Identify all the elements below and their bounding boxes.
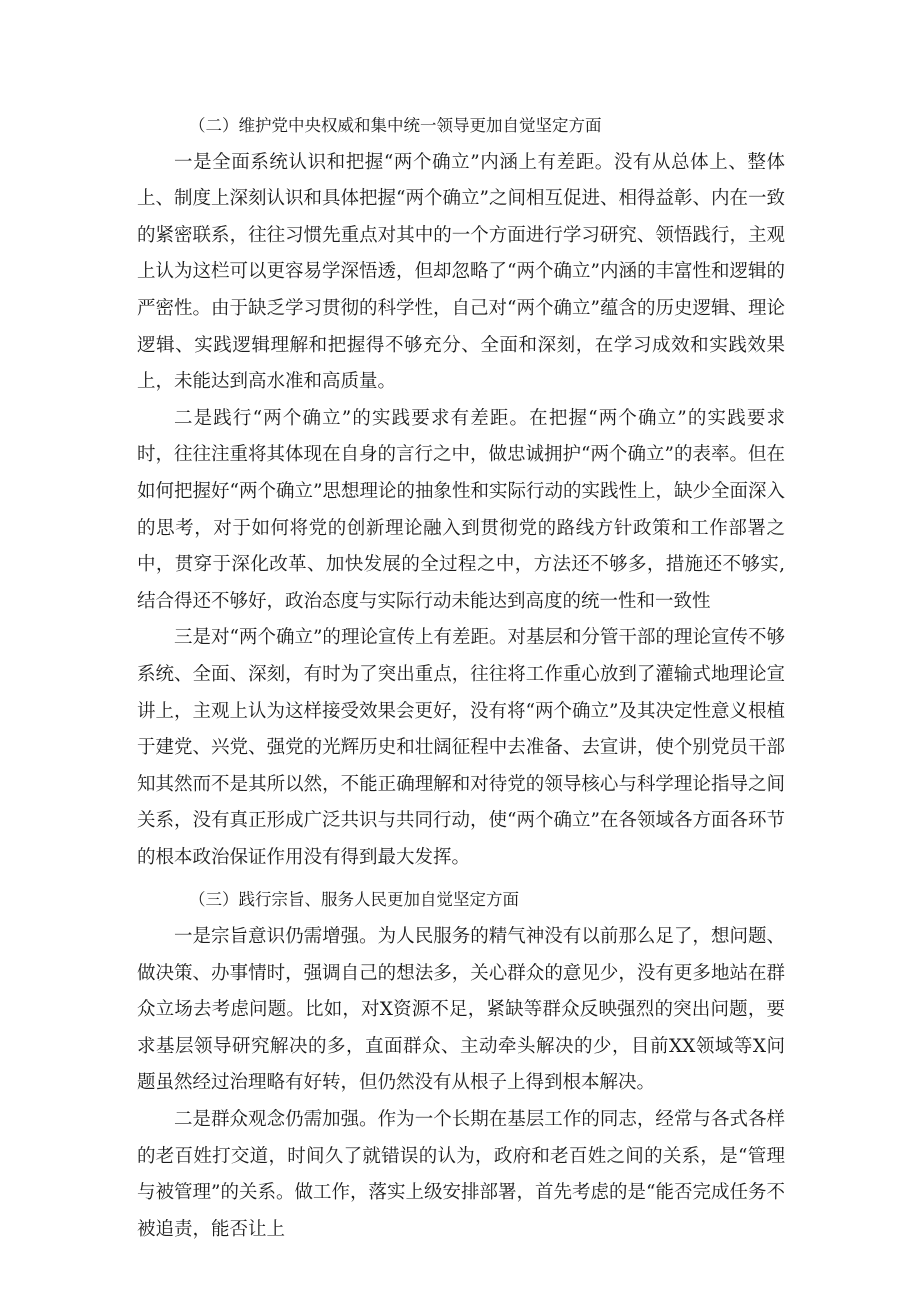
paragraph: 三是对“两个确立”的理论宣传上有差距。对基层和分管干部的理论宣传不够系统、全面、深刻，有时为了突出重点，往往将工作重心放到了灌输式地理论宣讲上，主观上认为这样接受效果会更好，没有将“两个确立”及其决定性意义根植于建党、兴党、强党的光辉历史和壮阔征程中去准备、去宣讲，使个别党员干部知其然而不是其所以然，不能正确理解和对待党的领导核心与科学理论指导之间关系，没有真正形成广泛共识与共同行动，使“两个确立”在各领域各方面各环节的根本政治保证作用没有得到最大发挥。: [137, 627, 785, 868]
section-heading-3: （三）践行宗旨、服务人民更加自觉坚定方面: [189, 890, 519, 910]
paragraph: 二是群众观念仍需加强。作为一个长期在基层工作的同志，经常与各式各样的老百姓打交道，时间久了就错误的认为，政府和老百姓之间的关系，是“管理与被管理”的关系。做工作，落实上级安排部署，首先考虑的是“能否完成任务不被追责，能否让上: [137, 1109, 785, 1240]
section-heading-2: （二）维护党中央权威和集中统一领导更加自觉坚定方面: [189, 116, 602, 135]
document-body: [137, 108, 785, 1248]
paragraph: 二是践行“两个确立”的实践要求有差距。在把握“两个确立”的实践要求时，往往注重将其体现在自身的言行之中，做忠诚拥护“两个确立”的表率。但在如何把握好“两个确立”思想理论的抽象性和实际行动的实践性上，缺少全面深入的思考，对于如何将党的创新理论融入到贯彻党的路线方针政策和工作部署之中，贯穿于深化改革、加快发展的全过程之中，方法还不够多，措施还不够实,结合得还不够好，政治态度与实际行动未能达到高度的统一性和一致性: [137, 407, 785, 612]
paragraph: 一是宗旨意识仍需增强。为人民服务的精气神没有以前那么足了，想问题、做决策、办事情时，强调自己的想法多，关心群众的意见少，没有更多地站在群众立场去考虑问题。比如，对X资源不足，紧缺等群众反映强烈的突出问题，要求基层领导研究解决的多，直面群众、主动牵头解决的少，目前XX领域等X问题虽然经过治理略有好转，但仍然没有从根子上得到根本解决。: [137, 926, 785, 1094]
paragraph: 一是全面系统认识和把握“两个确立”内涵上有差距。没有从总体上、整体上、制度上深刻认识和具体把握“两个确立”之间相互促进、相得益彰、内在一致的紧密联系，往往习惯先重点对其中的一个方面进行学习研究、领悟践行，主观上认为这栏可以更容易学深悟透，但却忽略了“两个确立”内涵的丰富性和逻辑的严密性。由于缺乏学习贯彻的科学性，自己对“两个确立”蕴含的历史逻辑、理论逻辑、实践逻辑理解和把握得不够充分、全面和深刻，在学习成效和实践效果上，未能达到高水准和高质量。: [137, 151, 785, 393]
